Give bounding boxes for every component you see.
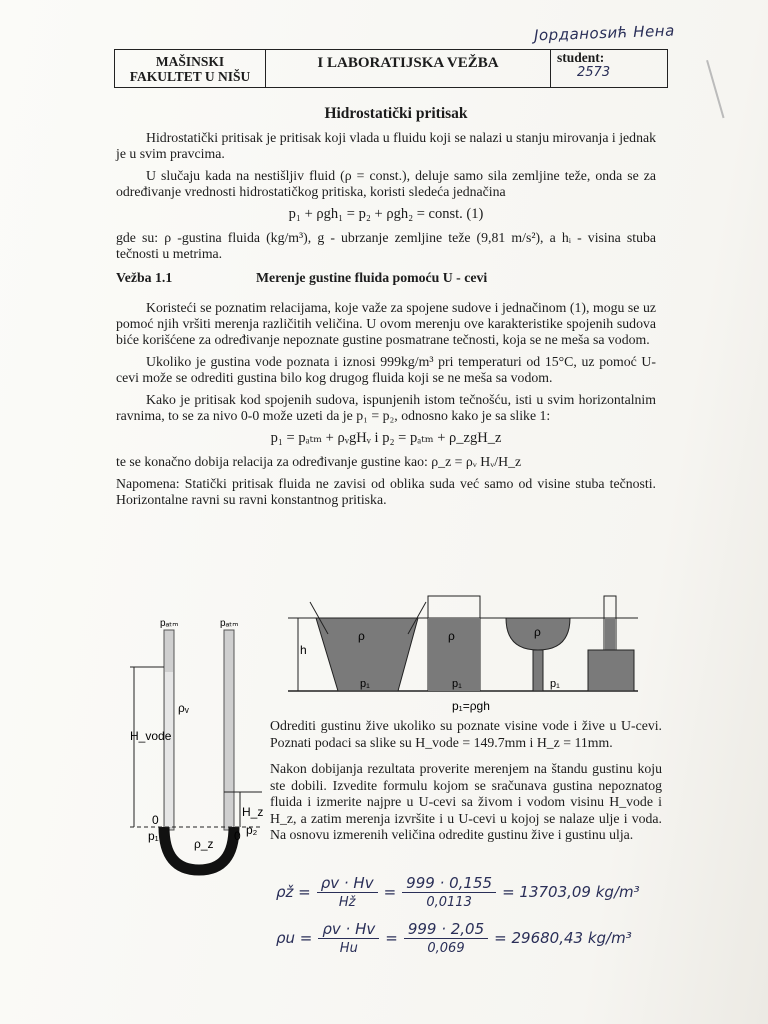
h-label: h bbox=[300, 643, 307, 657]
paragraph: Odrediti gustinu žive ukoliko su poznate visine vode i žive u U-cevi. Poznati podaci sa slike su H_vode = 149.7mm i H_z = 11mm. bbox=[270, 718, 662, 750]
calc-row-mercury bbox=[276, 874, 696, 910]
faculty-line2: FAKULTET U NIŠU bbox=[129, 69, 251, 84]
paragraph: Napomena: Statički pritisak fluida ne zavisi od oblika suda već samo od visine stuba tečnosti. Horizontalne ravni su ravni konstantnog pritiska. bbox=[116, 476, 656, 507]
zero-left-label: 0 bbox=[152, 813, 159, 827]
faculty-cell bbox=[115, 50, 266, 88]
header-table bbox=[114, 49, 668, 88]
faculty-line1: MAŠINSKI bbox=[155, 54, 225, 69]
patm-right-label: pₐₜₘ bbox=[220, 618, 239, 629]
calc-row-oil bbox=[276, 920, 696, 956]
calc-result: = 13703,09 kg/m³ bbox=[502, 883, 640, 901]
paragraph: Kako je pritisak kod spojenih sudova, ispunjenih istom tečnošću, isti u svim horizontalnim ravnima, to se za nivo 0-0 može uzeti da je p₁ = p₂, odnosno kako je sa slike 1: bbox=[116, 392, 656, 423]
p2-label: p₂ bbox=[246, 823, 258, 837]
rho-label: ρ bbox=[534, 625, 541, 639]
h-vode-label: H_vode bbox=[130, 729, 172, 743]
u-tube-figure bbox=[112, 612, 272, 882]
paragraph: Nakon dobijanja rezultata proverite merenjem na štandu gustinu koju ste dobili. Izvedite formulu kojom se sračunava gustina nepoznatog fluida i izmerite najpre u U-cevi sa živom i vodom visinu H_vode i H_z, a zatim merenja izvršite i u U-cevi u kojoj se nalaze ulje i voda. Na osnovu izmerenih veličina odredite gustinu žive i gustinu ulja. bbox=[270, 761, 662, 842]
paragraph: Koristeći se poznatim relacijama, koje važe za spojene sudove i jednačinom (1), mogu se uz pomoć njih vršiti merenja različitih veličina. U ovom merenju ove karakteristike spojenih sudova biće korišćene za određivanje nepoznate gustine posmatrane tečnosti, koja se ne meša sa vodom. bbox=[116, 300, 656, 347]
page-edge bbox=[706, 60, 724, 118]
paragraph: Hidrostatički pritisak je pritisak koji vlada u fluidu koji se nalazi u stanju mirovanja i jednak je u svim pravcima. bbox=[116, 130, 656, 161]
p1-label: p₁ bbox=[148, 829, 159, 843]
exercise-number: Vežba 1.1 bbox=[116, 270, 173, 285]
calc-den2: 0,0113 bbox=[426, 895, 472, 910]
zero-right-label: 0 bbox=[234, 829, 241, 843]
paragraph: gde su: ρ -gustina fluida (kg/m³), g - ubrzanje zemljine teže (9,81 m/s²), a hᵢ - visina stuba tečnosti u metrima. bbox=[116, 230, 656, 261]
p1-label: p₁ bbox=[452, 678, 462, 690]
rho-z-label: ρ_z bbox=[194, 837, 214, 851]
vessels-figure bbox=[288, 594, 638, 718]
exercise-title: Merenje gustine fluida pomoću U - cevi bbox=[256, 270, 488, 285]
handwritten-signature: Јорданоsић Нена bbox=[533, 21, 676, 45]
pressure-caption: p₁=ρgh bbox=[452, 699, 490, 713]
paragraph: Ukoliko je gustina vode poznata i iznosi 999kg/m³ pri temperaturi od 15°C, uz pomoć U-cevi može se odrediti gustina bilo kog drugog fluida koji se ne meša sa vodom. bbox=[116, 354, 656, 385]
calc-result: = 29680,43 kg/m³ bbox=[494, 929, 632, 947]
calc-den: Hu bbox=[339, 941, 358, 956]
calc-num2: 999 · 0,155 bbox=[402, 874, 496, 893]
calc-den2: 0,069 bbox=[427, 941, 465, 956]
section-title: Hidrostatički pritisak bbox=[324, 105, 468, 122]
calc-den: Hž bbox=[338, 895, 356, 910]
equation: p₁ = pₐₜₘ + ρᵥgHᵥ i p₂ = pₐₜₘ + ρ_zgH_z bbox=[270, 430, 502, 446]
calc-lhs: ρu = bbox=[276, 929, 313, 947]
calc-eq: = bbox=[385, 929, 398, 947]
rho-label: ρ bbox=[448, 629, 455, 643]
p1-label: p₁ bbox=[360, 678, 370, 690]
paragraph: U slučaju kada na nestišljiv fluid (ρ = const.), deluje samo sila zemljine teže, onda se za određivanje vrednosti hidrostatičkog pritiska, koristi sledeća jednačina bbox=[116, 168, 656, 199]
patm-left-label: pₐₜₘ bbox=[160, 618, 179, 629]
calc-num: ρv · Hv bbox=[317, 874, 378, 893]
rho-label: ρ bbox=[358, 629, 365, 643]
rho-v-label: ρᵥ bbox=[178, 701, 189, 715]
p1-label: p₁ bbox=[550, 678, 560, 690]
exercise-heading bbox=[116, 270, 656, 286]
student-label: student: bbox=[557, 50, 605, 65]
h-z-label: H_z bbox=[242, 805, 264, 819]
paragraph: te se konačno dobija relacija za određivanje gustine kao: ρ_z = ρᵥ Hᵥ/H_z bbox=[116, 454, 522, 469]
calc-lhs: ρž = bbox=[276, 883, 311, 901]
lab-title: I LABORATIJSKA VEŽBA bbox=[266, 50, 551, 88]
student-number: 2573 bbox=[577, 65, 611, 80]
calc-eq: = bbox=[383, 883, 397, 901]
equation: p₁ + ρgh₁ = p₂ + ρgh₂ = const. (1) bbox=[288, 206, 484, 222]
calc-num: ρv · Hv bbox=[318, 920, 379, 939]
instructions-text bbox=[270, 718, 662, 854]
document-body bbox=[116, 100, 656, 514]
handwritten-calculations bbox=[276, 874, 696, 966]
calc-num2: 999 · 2,05 bbox=[404, 920, 488, 939]
student-cell bbox=[551, 50, 668, 88]
